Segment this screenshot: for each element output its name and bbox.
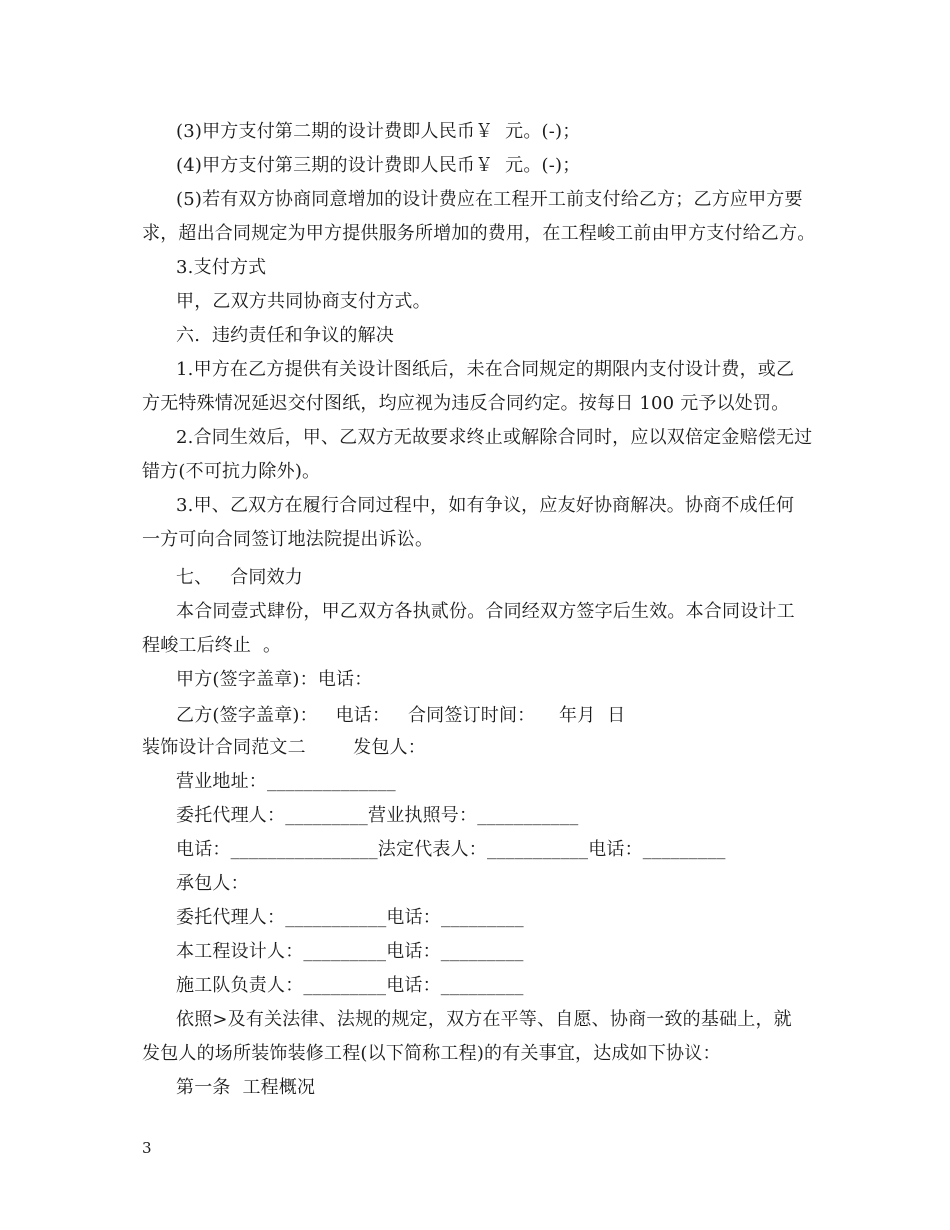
payment-term-4: (4)甲方支付第三期的设计费即人民币￥ 元。(-)； (176, 155, 581, 176)
party-a-signature: 甲方(签字盖章)：电话： (176, 669, 373, 690)
business-address-field: 营业地址：______________ (176, 771, 396, 792)
payment-term-5-line-2: 求，超出合同规定为甲方提供服务所增加的费用，在工程峻工前由甲方支付给乙方。 (142, 223, 816, 244)
payment-method-heading: 3.支付方式 (176, 257, 267, 278)
article-1-heading: 第一条 工程概况 (176, 1077, 316, 1098)
template-2-title: 装饰设计合同范文二 发包人： (142, 737, 426, 758)
breach-clause-2-line-1: 2.合同生效后，甲、乙双方无故要求终止或解除合同时，应以双倍定金赔偿无过 (176, 427, 813, 448)
payment-method-text: 甲，乙双方共同协商支付方式。 (176, 291, 431, 312)
project-designer-field: 本工程设计人：_________电话：_________ (176, 941, 524, 962)
contractor-agent-field: 委托代理人：___________电话：_________ (176, 907, 524, 928)
contractor-label: 承包人： (176, 873, 249, 894)
preamble-line-2: 发包人的场所装饰装修工程(以下简称工程)的有关事宜，达成如下协议： (142, 1043, 721, 1064)
preamble-line-1: 依照>及有关法律、法规的规定，双方在平等、自愿、协商一致的基础上，就 (176, 1009, 792, 1030)
breach-clause-3-line-2: 一方可向合同签订地法院提出诉讼。 (142, 529, 434, 550)
validity-line-1: 本合同壹式肆份，甲乙双方各执贰份。合同经双方签字后生效。本合同设计工 (176, 601, 795, 622)
party-b-signature: 乙方(签字盖章)： 电话： 合同签订时间： 年月 日 (176, 705, 626, 726)
breach-clause-2-line-2: 错方(不可抗力除外)。 (142, 461, 321, 482)
breach-clause-1-line-1: 1.甲方在乙方提供有关设计图纸后，未在合同规定的期限内支付设计费，或乙 (176, 359, 795, 380)
page-number: 3 (142, 1139, 152, 1157)
crew-leader-field: 施工队负责人：_________电话：_________ (176, 975, 524, 996)
validity-line-2: 程峻工后终止 。 (142, 635, 282, 656)
breach-clause-3-line-1: 3.甲、乙双方在履行合同过程中，如有争议，应友好协商解决。协商不成任何 (176, 495, 795, 516)
breach-clause-1-line-2: 方无特殊情况延迟交付图纸，均应视为违反合同约定。按每日 100 元予以处罚。 (142, 393, 790, 414)
section-6-heading: 六. 违约责任和争议的解决 (176, 325, 394, 346)
payment-term-5-line-1: (5)若有双方协商同意增加的设计费应在工程开工前支付给乙方；乙方应甲方要 (176, 189, 803, 210)
section-7-heading: 七、 合同效力 (176, 567, 303, 588)
phone-legal-rep-field: 电话：________________法定代表人：___________电话：_________ (176, 839, 726, 860)
payment-term-3: (3)甲方支付第二期的设计费即人民币￥ 元。(-)； (176, 121, 581, 142)
agent-license-field: 委托代理人：_________营业执照号：___________ (176, 805, 579, 826)
